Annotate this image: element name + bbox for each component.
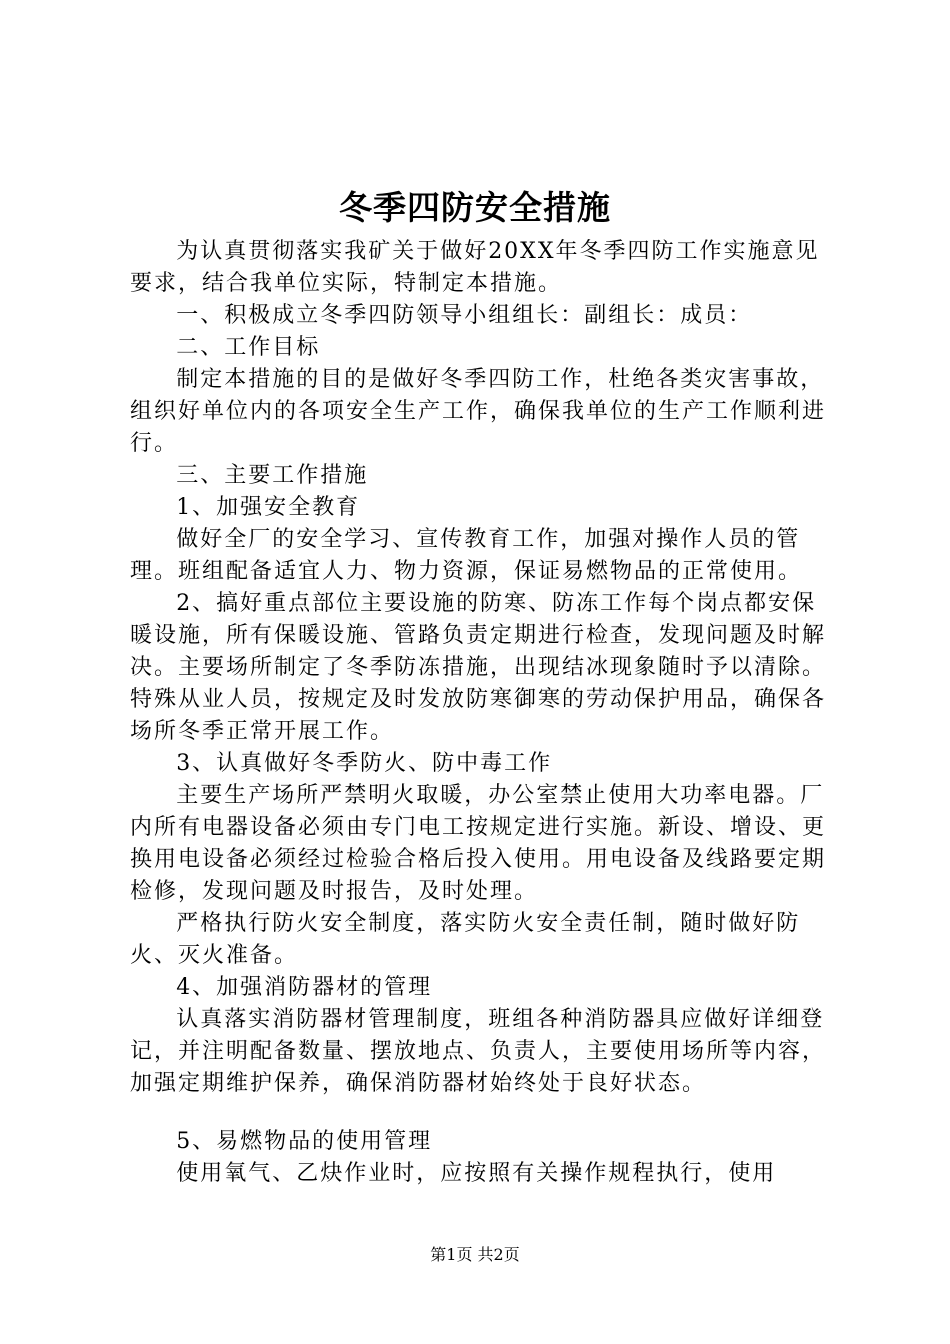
paragraph-electrical-safety: 主要生产场所严禁明火取暖，办公室禁止使用大功率电器。厂内所有电器设备必须由专门电工按规定进行实施。新设、增设、更换用电设备必须经过检验合格后投入使用。用电设备及线路要定期检修，发现问题及时报告，及时处理。 — [130, 783, 827, 904]
paragraph-safety-education: 做好全厂的安全学习、宣传教育工作，加强对操作人员的管理。班组配备适宜人力、物力资源，保证易燃物品的正常使用。 — [130, 527, 803, 584]
page-number: 第1页 共2页 — [430, 1245, 520, 1264]
heading-safety-education: 1、加强安全教育 — [176, 495, 361, 520]
heading-fire-equipment: 4、加强消防器材的管理 — [176, 975, 433, 1000]
document-body — [130, 236, 830, 1190]
paragraph-cold-protection: 2、搞好重点部位主要设施的防寒、防冻工作每个岗点都安保暖设施，所有保暖设施、管路负责定期进行检查，发现问题及时解决。主要场所制定了冬季防冻措施，出现结冰现象随时予以清除。特殊从业人员，按规定及时发放防寒御寒的劳动保护用品，确保各场所冬季正常开展工作。 — [130, 591, 827, 744]
heading-fire-poison-prevention: 3、认真做好冬季防火、防中毒工作 — [176, 751, 553, 776]
paragraph-intro: 为认真贯彻落实我矿关于做好20XX年冬季四防工作实施意见要求，结合我单位实际，特制定本措施。 — [130, 239, 820, 296]
heading-work-goal: 二、工作目标 — [176, 335, 321, 360]
paragraph-work-goal: 制定本措施的目的是做好冬季四防工作，杜绝各类灾害事故，组织好单位内的各项安全生产工作，确保我单位的生产工作顺利进行。 — [130, 367, 827, 456]
heading-leadership-group: 一、积极成立冬季四防领导小组组长：副组长：成员： — [176, 303, 753, 328]
heading-main-measures: 三、主要工作措施 — [176, 463, 369, 488]
document-title: 冬季四防安全措施 — [339, 188, 611, 227]
paragraph-flammables: 使用氧气、乙炔作业时，应按照有关操作规程执行，使用 — [176, 1161, 777, 1186]
paragraph-fire-equipment: 认真落实消防器材管理制度，班组各种消防器具应做好详细登记，并注明配备数量、摆放地点、负责人，主要使用场所等内容，加强定期维护保养，确保消防器材始终处于良好状态。 — [130, 1007, 827, 1096]
heading-flammables: 5、易燃物品的使用管理 — [176, 1129, 433, 1154]
paragraph-fire-safety-system: 严格执行防火安全制度，落实防火安全责任制，随时做好防火、灭火准备。 — [130, 911, 801, 968]
